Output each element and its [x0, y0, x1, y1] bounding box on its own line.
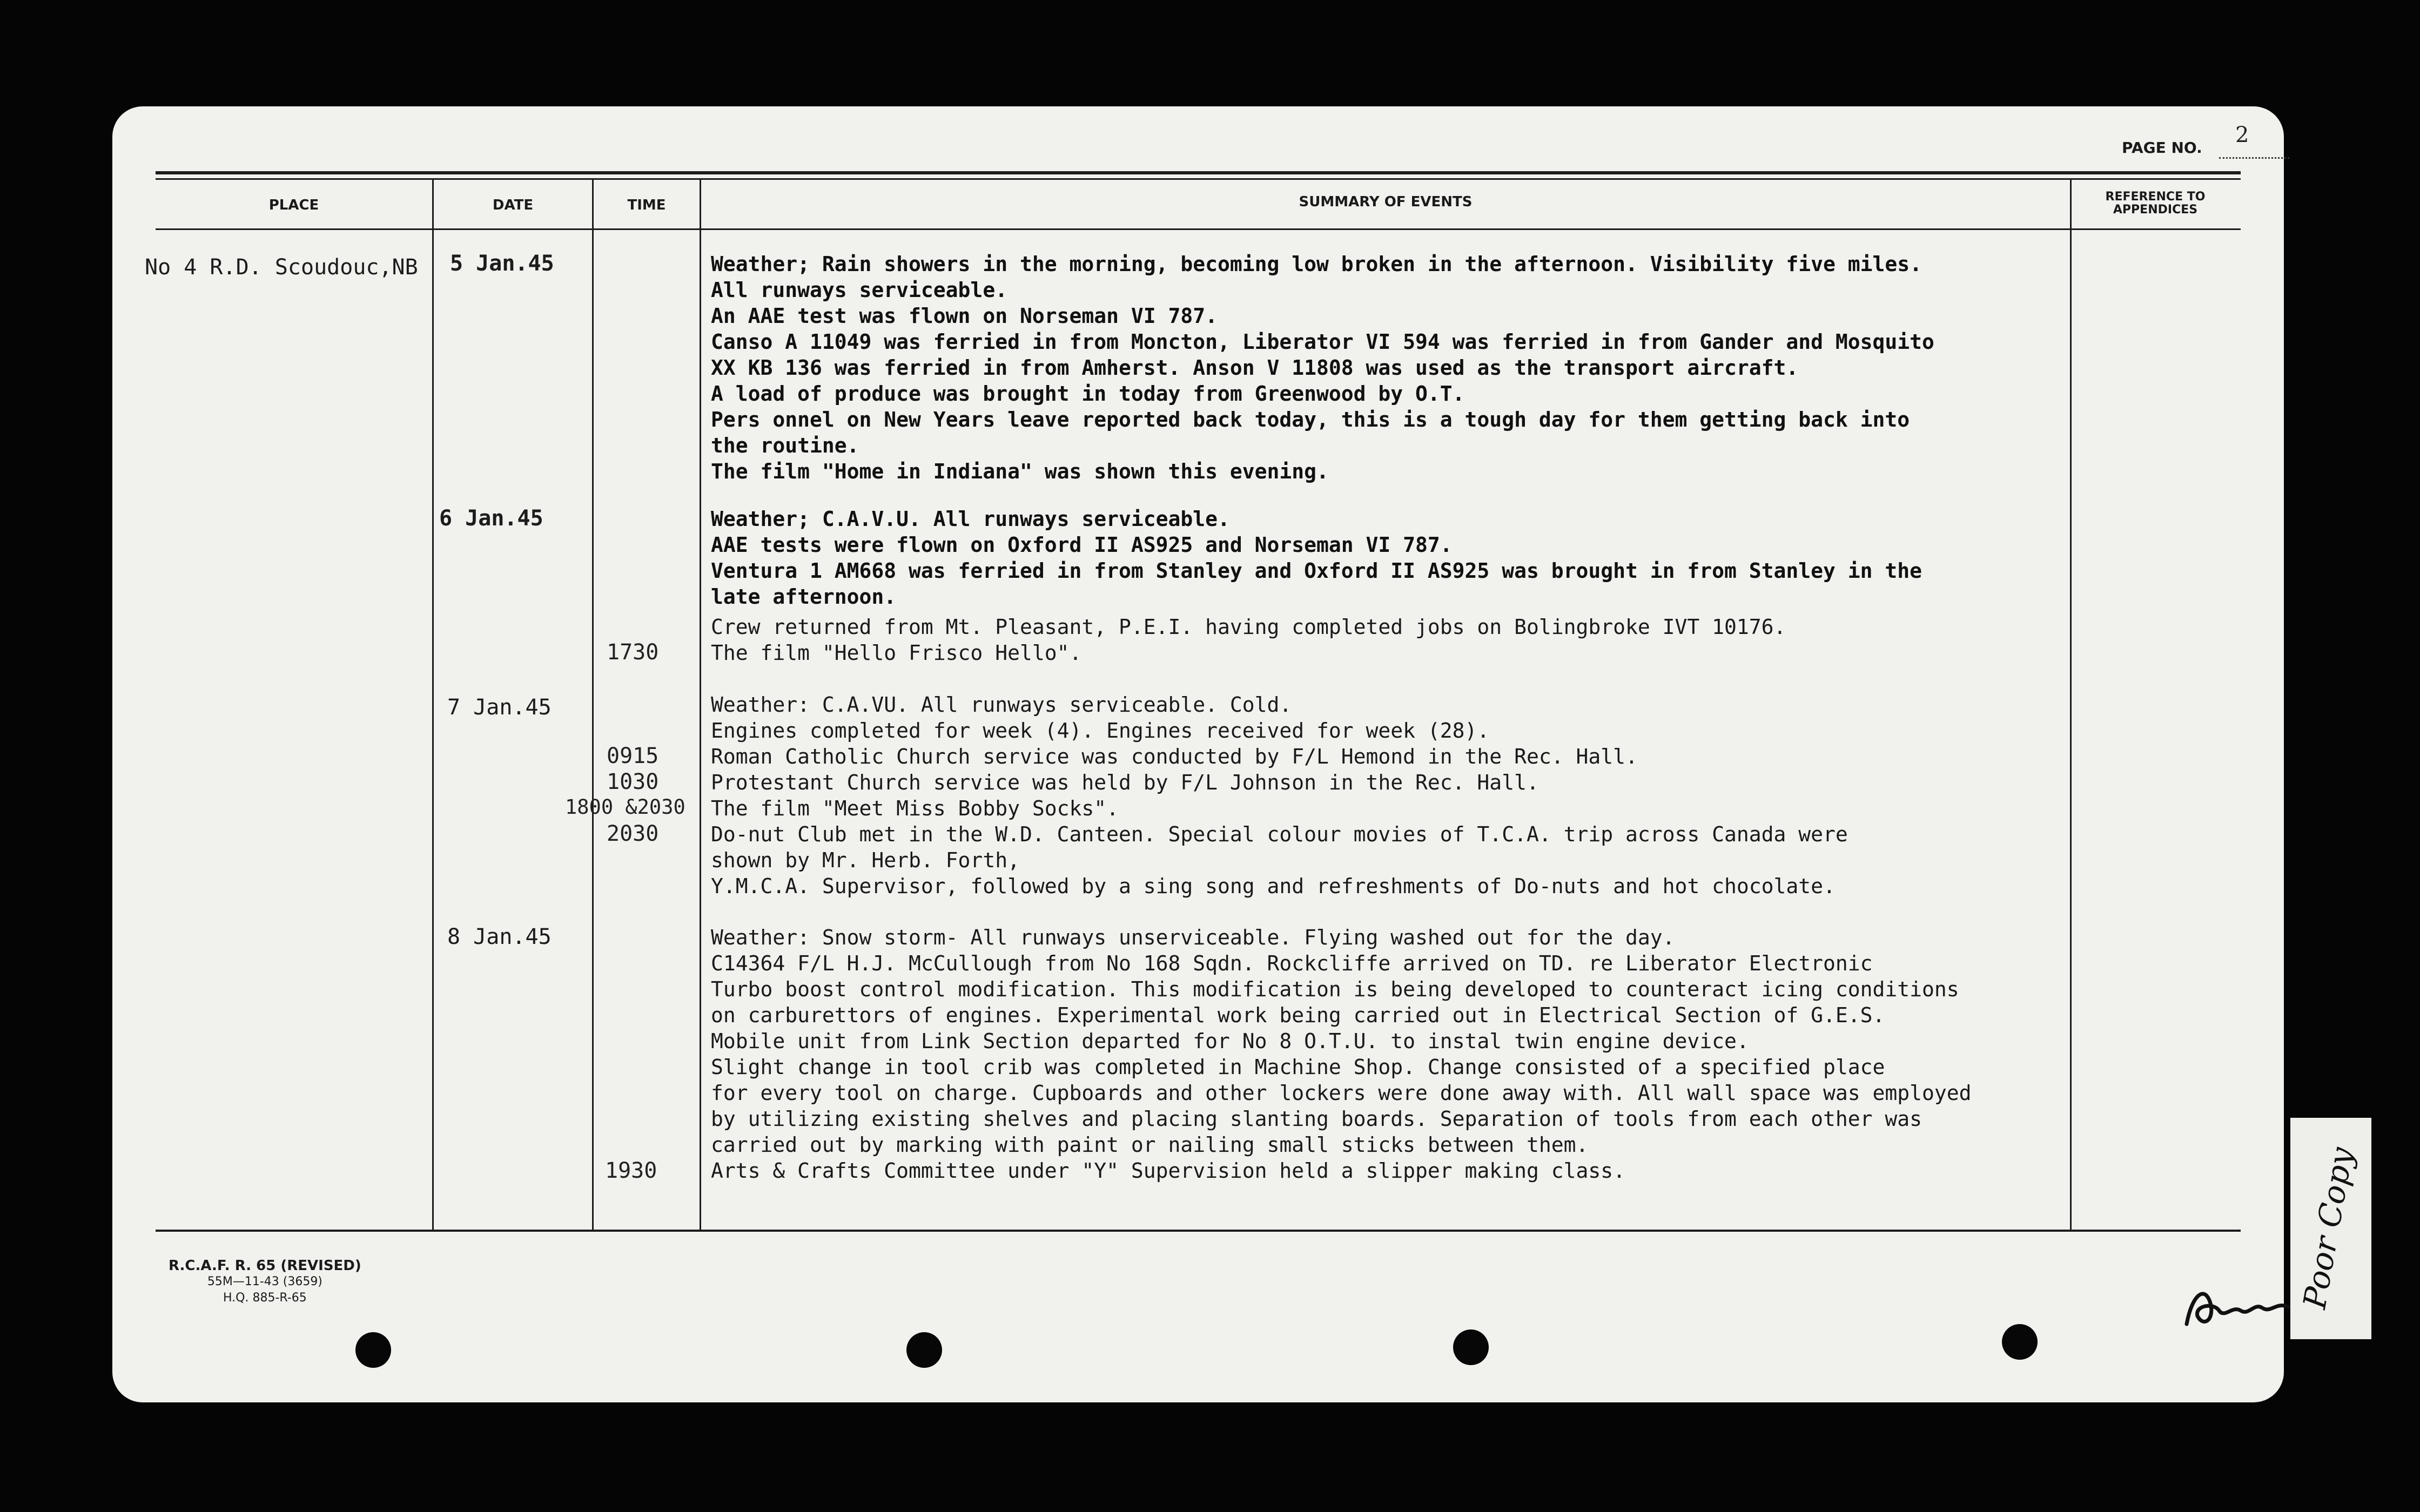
- poor-copy-tag: [2290, 1118, 2371, 1339]
- summary-line: All runways serviceable.: [711, 278, 1008, 302]
- form-number-line2: 55M—11-43 (3659): [207, 1275, 322, 1288]
- summary-line: The film "Meet Miss Bobby Socks".: [711, 796, 1119, 820]
- form-number: [169, 1258, 361, 1306]
- summary-line: Weather: C.A.VU. All runways serviceable. Cold.: [711, 693, 1292, 717]
- table-bottom-rule: [156, 1230, 2241, 1232]
- time-entry: 1730: [607, 640, 659, 665]
- summary-line: Pers onnel on New Years leave reported back today, this is a tough day for them getting back into: [711, 408, 1910, 431]
- header-reference-line1: REFERENCE TO: [2105, 190, 2206, 204]
- summary-line: by utilizing existing shelves and placing slanting boards. Separation of tools from each other was: [711, 1107, 1922, 1131]
- header-bottom-rule: [156, 228, 2241, 230]
- summary-line: Mobile unit from Link Section departed for No 8 O.T.U. to instal twin engine device.: [711, 1029, 1749, 1053]
- header-date: DATE: [492, 197, 534, 213]
- column-divider-time: [700, 178, 701, 1231]
- punch-hole: [906, 1332, 942, 1368]
- punch-hole: [1453, 1329, 1489, 1365]
- summary-line: An AAE test was flown on Norseman VI 787.: [711, 304, 1218, 328]
- summary-line: Arts & Crafts Committee under "Y" Supervision held a slipper making class.: [711, 1159, 1625, 1183]
- summary-line: XX KB 136 was ferried in from Amherst. Anson V 11808 was used as the transport aircraft.: [711, 356, 1799, 380]
- summary-line: Ventura 1 AM668 was ferried in from Stanley and Oxford II AS925 was brought in from Stanley in the: [711, 559, 1922, 583]
- page-no-label: PAGE NO.: [2122, 139, 2202, 157]
- punch-hole: [2002, 1324, 2038, 1360]
- date-entry: 8 Jan.45: [447, 924, 552, 949]
- date-entry: 7 Jan.45: [447, 695, 552, 720]
- time-entry: 2030: [607, 821, 659, 846]
- page-no-value: 2: [2235, 123, 2249, 147]
- place-cell: No 4 R.D. Scoudouc,NB: [145, 255, 418, 280]
- top-rule-thick: [156, 171, 2241, 174]
- summary-line: on carburettors of engines. Experimental work being carried out in Electrical Section of G.E.S.: [711, 1003, 1885, 1027]
- header-time: TIME: [627, 197, 666, 213]
- punch-hole: [355, 1332, 391, 1368]
- header-reference: [2072, 191, 2239, 217]
- summary-line: The film "Home in Indiana" was shown this evening.: [711, 460, 1329, 483]
- summary-line: Turbo boost control modification. This modification is being developed to counteract icing conditions: [711, 977, 1959, 1001]
- summary-line: Canso A 11049 was ferried in from Moncton, Liberator VI 594 was ferried in from Gander and Mosquito: [711, 330, 1934, 354]
- summary-line: the routine.: [711, 434, 859, 457]
- time-entry: 0915: [607, 744, 659, 768]
- summary-line: Engines completed for week (4). Engines received for week (28).: [711, 719, 1490, 742]
- summary-line: carried out by marking with paint or nailing small sticks between them.: [711, 1133, 1589, 1157]
- page-no-underline: [2219, 157, 2289, 159]
- top-rule-thin: [156, 178, 2241, 180]
- header-reference-line2: APPENDICES: [2113, 203, 2198, 217]
- summary-line: Weather; C.A.V.U. All runways serviceable.: [711, 507, 1230, 531]
- summary-line: A load of produce was brought in today from Greenwood by O.T.: [711, 382, 1465, 406]
- column-divider-date: [592, 178, 594, 1231]
- summary-line: late afternoon.: [711, 585, 897, 609]
- date-entry: 6 Jan.45: [439, 506, 543, 531]
- time-entry: 1930: [605, 1158, 657, 1183]
- time-entry: 1800 &2030: [565, 795, 685, 819]
- date-entry: 5 Jan.45: [450, 251, 554, 276]
- column-divider-summary: [2070, 178, 2072, 1231]
- summary-line: Weather: Snow storm- All runways unserviceable. Flying washed out for the day.: [711, 926, 1675, 949]
- summary-line: Y.M.C.A. Supervisor, followed by a sing song and refreshments of Do-nuts and hot chocolate.: [711, 874, 1836, 898]
- summary-line: shown by Mr. Herb. Forth,: [711, 848, 1020, 872]
- summary-line: Protestant Church service was held by F/L Johnson in the Rec. Hall.: [711, 771, 1539, 794]
- time-entry: 1030: [607, 770, 659, 794]
- summary-line: for every tool on charge. Cupboards and other lockers were done away with. All wall space was employed: [711, 1081, 1972, 1105]
- summary-line: Roman Catholic Church service was conducted by F/L Hemond in the Rec. Hall.: [711, 745, 1638, 768]
- summary-line: Crew returned from Mt. Pleasant, P.E.I. having completed jobs on Bolingbroke IVT 10176.: [711, 615, 1786, 639]
- summary-line: Weather; Rain showers in the morning, becoming low broken in the afternoon. Visibility five miles.: [711, 252, 1922, 276]
- summary-line: AAE tests were flown on Oxford II AS925 and Norseman VI 787.: [711, 533, 1453, 557]
- header-place: PLACE: [268, 197, 319, 213]
- form-number-line1: R.C.A.F. R. 65 (REVISED): [169, 1258, 361, 1274]
- form-number-line3: H.Q. 885-R-65: [223, 1291, 307, 1305]
- header-summary: SUMMARY OF EVENTS: [1299, 194, 1473, 210]
- summary-line: Slight change in tool crib was completed in Machine Shop. Change consisted of a specified place: [711, 1055, 1885, 1079]
- summary-line: Do-nut Club met in the W.D. Canteen. Special colour movies of T.C.A. trip across Canada were: [711, 822, 1848, 846]
- summary-line: The film "Hello Frisco Hello".: [711, 641, 1082, 665]
- summary-line: C14364 F/L H.J. McCullough from No 168 Sqdn. Rockcliffe arrived on TD. re Liberator Electronic: [711, 951, 1873, 975]
- poor-copy-text: Poor Copy: [2296, 1144, 2361, 1312]
- column-divider-place: [432, 178, 434, 1231]
- diary-sheet: [112, 106, 2284, 1402]
